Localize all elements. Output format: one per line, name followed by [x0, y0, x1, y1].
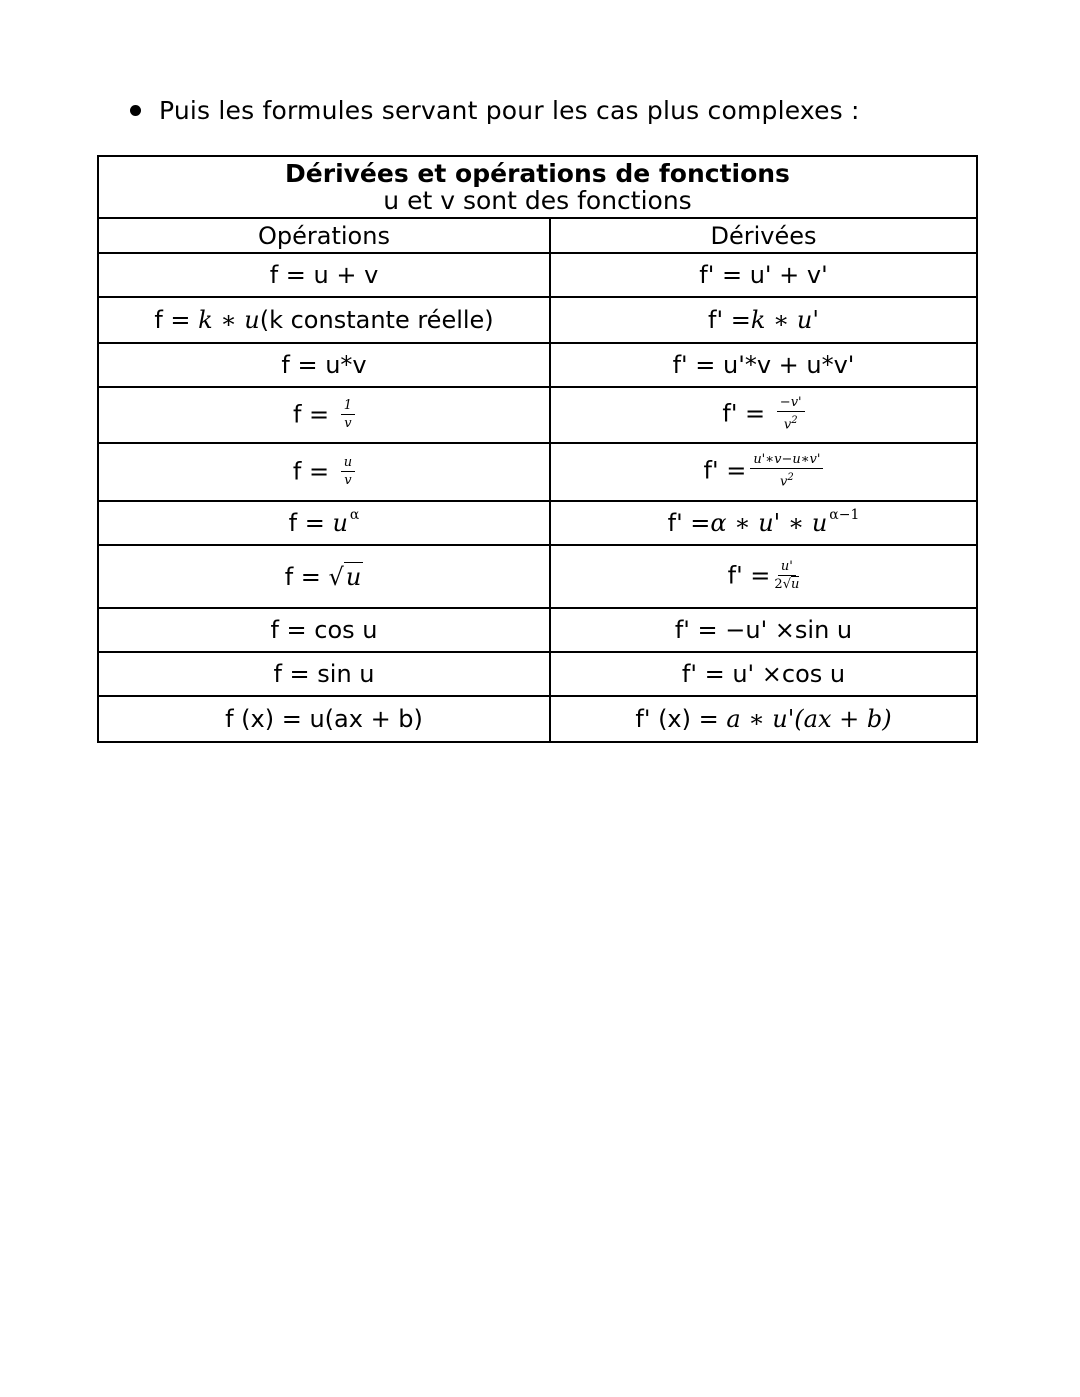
operation-cell: f = u*v — [98, 343, 550, 387]
operation-cell: f = k ∗ u(k constante réelle) — [98, 297, 550, 343]
table-row — [98, 297, 977, 343]
col-header-derivees: Dérivées — [550, 218, 977, 253]
table-row — [98, 501, 977, 545]
table-row — [98, 696, 977, 742]
derivative-cell: f' = u' + v' — [550, 253, 977, 297]
derivative-cell: f' = u' ×cos u — [550, 652, 977, 696]
table-row — [98, 545, 977, 608]
fraction: $\frac{u'∗v-u∗v'}{v^2}$ — [750, 452, 823, 491]
derivative-cell: f' (x) = a ∗ u'(ax + b) — [550, 696, 977, 742]
table-header-row — [98, 156, 977, 218]
derivative-cell: f' = $\frac{u'∗v-u∗v'}{v^2}$ — [550, 443, 977, 501]
operation-cell: f = $\frac{u}{v}$ — [98, 443, 550, 501]
operation-cell: f = √u — [98, 545, 550, 608]
intro-line — [130, 96, 860, 125]
table-row — [98, 343, 977, 387]
table-title-cell — [98, 156, 977, 218]
bullet-icon — [130, 105, 141, 116]
operation-cell: f = u $^\alpha$ — [98, 501, 550, 545]
operation-cell: f = u + v — [98, 253, 550, 297]
fraction: $\frac{u'}{2√u}$ — [774, 559, 800, 592]
table-row — [98, 608, 977, 652]
table-row — [98, 387, 977, 443]
table-row — [98, 253, 977, 297]
table-row — [98, 652, 977, 696]
derivative-cell: f' = −u' ×sin u — [550, 608, 977, 652]
fraction: $\frac{1}{v}$ — [341, 398, 355, 433]
table-title: Dérivées et opérations de fonctions — [285, 159, 790, 188]
column-header-row — [98, 218, 977, 253]
operation-cell: f = $\frac{1}{v}$ — [98, 387, 550, 443]
col-header-operations: Opérations — [98, 218, 550, 253]
fraction: $\frac{u}{v}$ — [341, 455, 355, 490]
square-root: √u — [328, 562, 362, 591]
derivative-cell: f' =α ∗ u' ∗ u $^{\alpha-1}$ — [550, 501, 977, 545]
operation-cell: f = cos u — [98, 608, 550, 652]
fraction: $\frac{-v'}{v^2}$ — [777, 395, 805, 434]
derivative-cell: f' = $\frac{u'}{2√u}$ — [550, 545, 977, 608]
intro-text: Puis les formules servant pour les cas plus complexes : — [159, 96, 860, 125]
derivative-cell: f' = u'*v + u*v' — [550, 343, 977, 387]
table-subtitle: u et v sont des fonctions — [383, 186, 692, 215]
operation-cell: f = sin u — [98, 652, 550, 696]
derivative-cell: f' = $\frac{-v'}{v^2}$ — [550, 387, 977, 443]
derivatives-table — [97, 155, 978, 743]
table-row — [98, 443, 977, 501]
operation-cell: f (x) = u(ax + b) — [98, 696, 550, 742]
derivative-cell: f' =k ∗ u' — [550, 297, 977, 343]
